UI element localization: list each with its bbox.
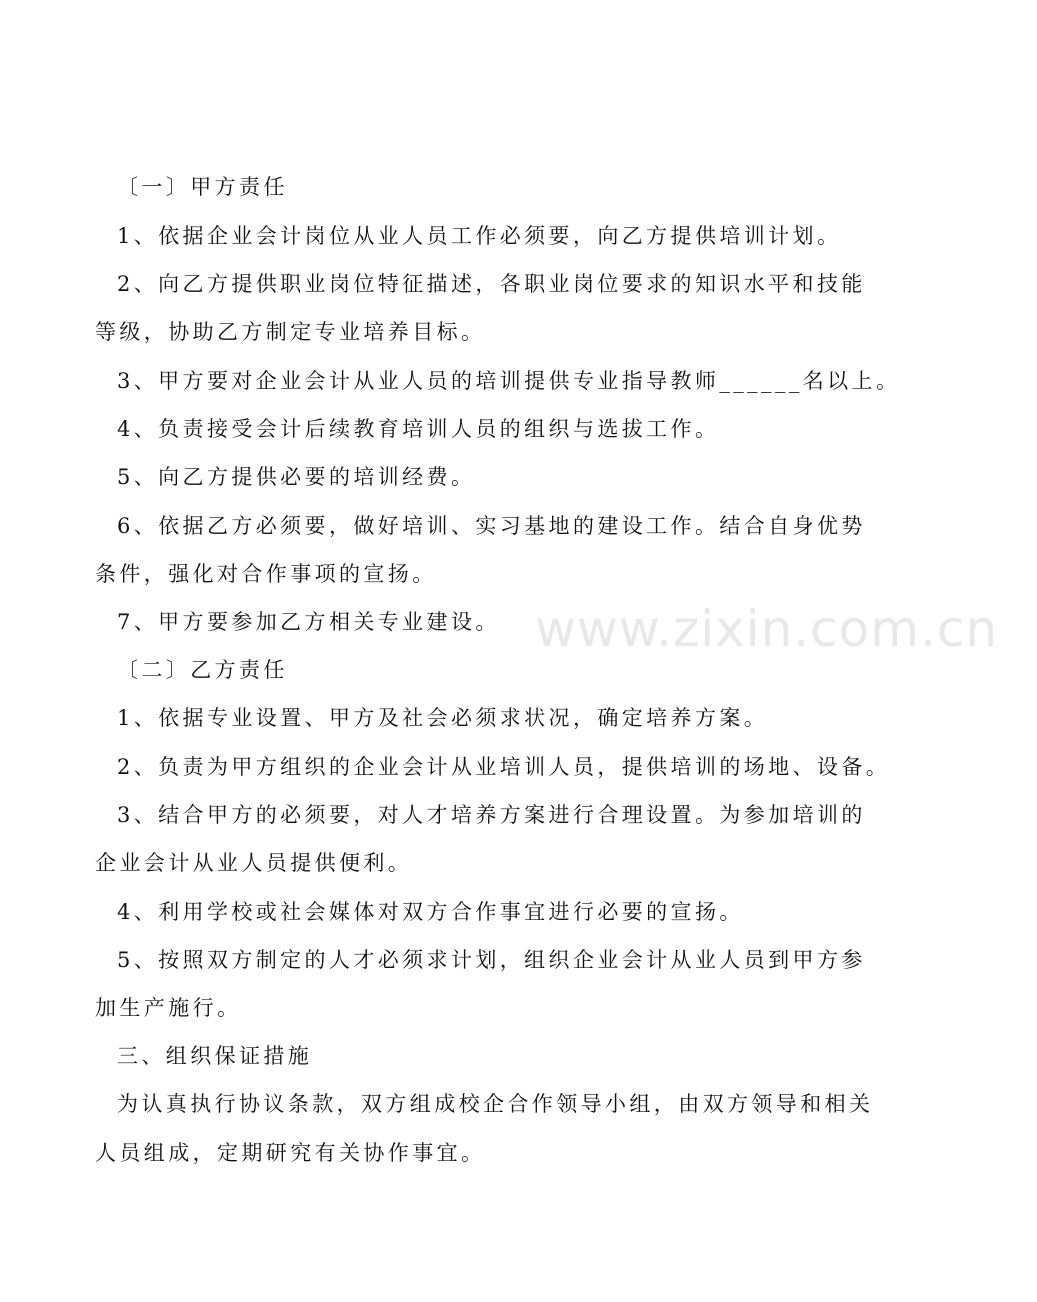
section-heading-party-a: 〔一〕甲方责任 [117, 175, 288, 199]
watermark: www.zixin.com.cn [535, 600, 999, 658]
paragraph-line: 1、依据专业设置、甲方及社会必须求状况，确定培养方案。 [117, 706, 769, 730]
paragraph-line: 1、依据企业会计岗位从业人员工作必须要，向乙方提供培训计划。 [117, 224, 842, 248]
paragraph-line: 2、向乙方提供职业岗位特征描述，各职业岗位要求的知识水平和技能 [117, 272, 866, 296]
section-heading-party-b: 〔二〕乙方责任 [117, 658, 288, 682]
paragraph-line: 3、结合甲方的必须要，对人才培养方案进行合理设置。为参加培训的 [117, 803, 866, 827]
paragraph-line: 加生产施行。 [95, 996, 242, 1020]
paragraph-line: 7、甲方要参加乙方相关专业建设。 [117, 610, 500, 634]
paragraph-line: 企业会计从业人员提供便利。 [95, 851, 413, 875]
paragraph-line: 条件，强化对合作事项的宣扬。 [95, 562, 437, 586]
paragraph-line: 5、按照双方制定的人才必须求计划，组织企业会计从业人员到甲方参 [117, 948, 866, 972]
paragraph-line: 2、负责为甲方组织的企业会计从业培训人员，提供培训的场地、设备。 [117, 755, 891, 779]
paragraph-line: 为认真执行协议条款，双方组成校企合作领导小组，由双方领导和相关 [117, 1092, 874, 1116]
paragraph-line: 5、向乙方提供必要的培训经费。 [117, 465, 476, 489]
paragraph-line: 等级，协助乙方制定专业培养目标。 [95, 320, 486, 344]
paragraph-line: 6、依据乙方必须要，做好培训、实习基地的建设工作。结合自身优势 [117, 514, 866, 538]
paragraph-line: 4、利用学校或社会媒体对双方合作事宜进行必要的宣扬。 [117, 900, 744, 924]
paragraph-line: 3、甲方要对企业会计从业人员的培训提供专业指导教师______名以上。 [117, 369, 901, 393]
section-heading-measures: 三、组织保证措施 [117, 1044, 313, 1068]
paragraph-line: 4、负责接受会计后续教育培训人员的组织与选拔工作。 [117, 417, 720, 441]
paragraph-line: 人员组成，定期研究有关协作事宜。 [95, 1141, 486, 1165]
